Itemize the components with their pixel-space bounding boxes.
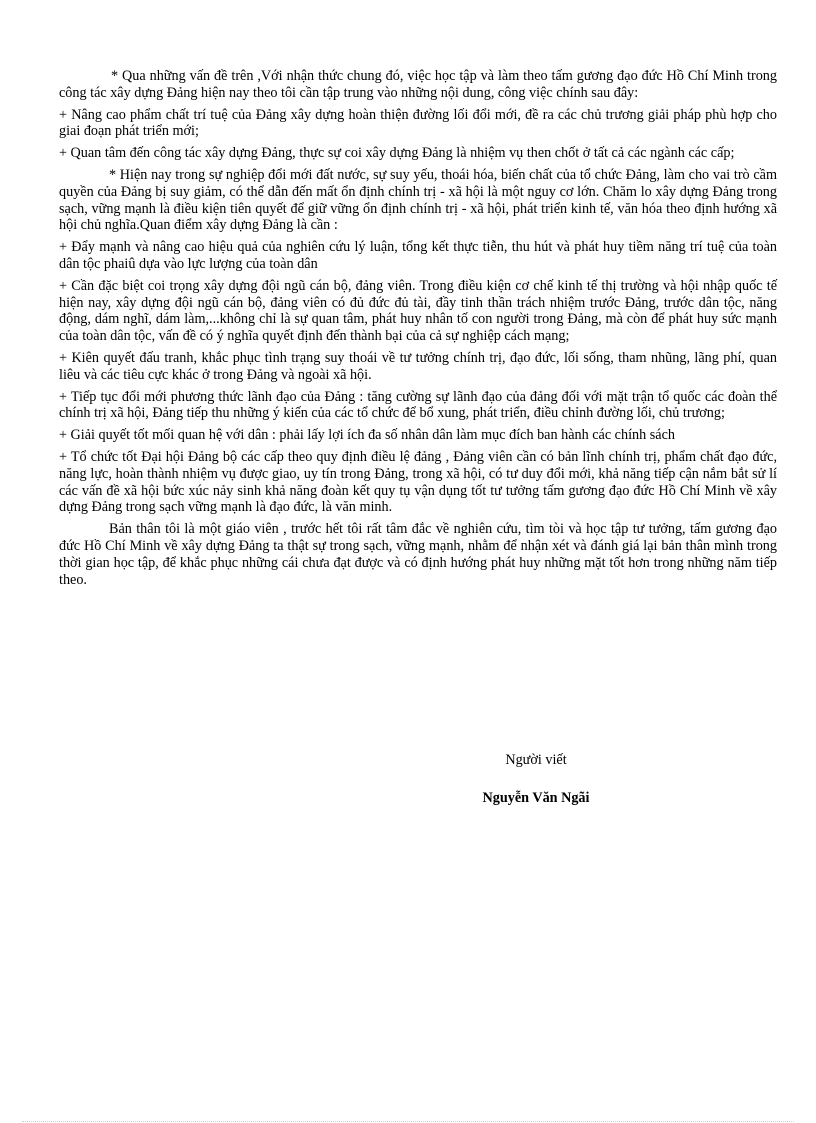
document-body: [59, 68, 777, 593]
intro-paragraph: * Qua những vấn đề trên ,Với nhận thức chung đó, việc học tập và làm theo tấm gương đạo đức Hồ Chí Minh trong công tác xây dựng Đảng hiện nay theo tôi cần tập trung vào những nội dung, công việc chính sau đây:: [59, 68, 777, 101]
bullet-paragraph: + Đẩy mạnh và nâng cao hiệu quả của nghiên cứu lý luận, tổng kết thực tiễn, thu hút và phát huy tiềm năng trí tuệ của toàn dân tộc phaiû dựa vào lực lượng của toàn dân: [59, 239, 777, 272]
context-paragraph: * Hiện nay trong sự nghiệp đổi mới đất nước, sự suy yếu, thoái hóa, biến chất của tổ chức Đảng, làm cho vai trò cầm quyền của Đảng bị suy giảm, có thể dẫn đến mất ổn định chính trị - xã hội là một nguy cơ lớn. Chăm lo xây dựng Đảng trong sạch, vững mạnh là điều kiện tiên quyết để giữ vững ổn định chính trị - xã hội, phát triển kinh tế, văn hóa theo định hướng xã hội chủ nghĩa.Quan điểm xây dựng Đảng là cần :: [59, 166, 777, 234]
signature-role: Người viết: [505, 752, 567, 768]
bullet-paragraph: + Tổ chức tốt Đại hội Đảng bộ các cấp theo quy định điều lệ đảng , Đảng viên cần có bản lĩnh chính trị, phẩm chất đạo đức, năng lực, hoàn thành nhiệm vụ được giao, uy tín trong Đảng, trong xã hội, có tư duy đổi mới, khả năng tiếp cận nắm bắt sử lí các vấn đề xã hội bức xúc nảy sinh khả năng đoàn kết quy tụ vận dụng tốt tư tưởng tấm gương đạo đức Hồ Chí Minh về xây dựng Đảng trong sạch vững mạnh là đạo đức, là văn minh.: [59, 448, 777, 516]
bullet-paragraph: + Nâng cao phẩm chất trí tuệ của Đảng xây dựng hoàn thiện đường lối đổi mới, đề ra các chủ trương giải pháp phù hợp cho giai đoạn phát triển mới;: [59, 106, 777, 140]
closing-paragraph: Bản thân tôi là một giáo viên , trước hết tôi rất tâm đắc về nghiên cứu, tìm tòi và học tập tư tưởng, tấm gương đạo đức Hồ Chí Minh về xây dựng Đảng ta thật sự trong sạch, vững mạnh, nhằm để nhận xét và đánh giá lại bản thân mình trong thời gian học tập, để khắc phục những cái chưa đạt được và có định hướng phát huy những mặt tốt hơn trong những năm tiếp theo.: [59, 521, 777, 588]
bullet-paragraph: + Tiếp tục đổi mới phương thức lãnh đạo của Đảng : tăng cường sự lãnh đạo của đảng đối với mặt trận tổ quốc các đoàn thể chính trị xã hội, Đảng tiếp thu những ý kiến của các tổ chức để bổ xung, phát triển, điều chỉnh đường lối, chủ trương;: [59, 388, 777, 422]
signature-name: Nguyễn Văn Ngãi: [482, 790, 590, 806]
bullet-paragraph: + Cần đặc biệt coi trọng xây dựng đội ngũ cán bộ, đảng viên. Trong điều kiện cơ chế kinh tế thị trường và hội nhập quốc tế hiện nay, xây dựng đội ngũ cán bộ, đảng viên có đủ đức đủ tài, đầy tinh thần trách nhiệm trước Đảng, trước dân tộc, năng động, dám nghĩ, dám làm,...không chỉ là sự quan tâm, phát huy nhân tố con người trong Đảng, mà còn để phát huy sức mạnh của toàn dân tộc, vấn đề có ý nghĩa quyết định đến thành bại của cả sự nghiệp cách mạng;: [59, 277, 777, 345]
bullet-paragraph: + Quan tâm đến công tác xây dựng Đảng, thực sự coi xây dựng Đảng là nhiệm vụ then chốt ở tất cả các ngành các cấp;: [59, 145, 735, 162]
bullet-paragraph: + Giải quyết tốt mối quan hệ với dân : phải lấy lợi ích đa số nhân dân làm mục đích ban hành các chính sách: [59, 427, 675, 444]
page-bottom-divider: [22, 1121, 794, 1122]
bullet-paragraph: + Kiên quyết đấu tranh, khắc phục tình trạng suy thoái về tư tưởng chính trị, đạo đức, lối sống, tham nhũng, lãng phí, quan liêu và các tiêu cực khác ở trong Đảng và ngoài xã hội.: [59, 349, 777, 383]
